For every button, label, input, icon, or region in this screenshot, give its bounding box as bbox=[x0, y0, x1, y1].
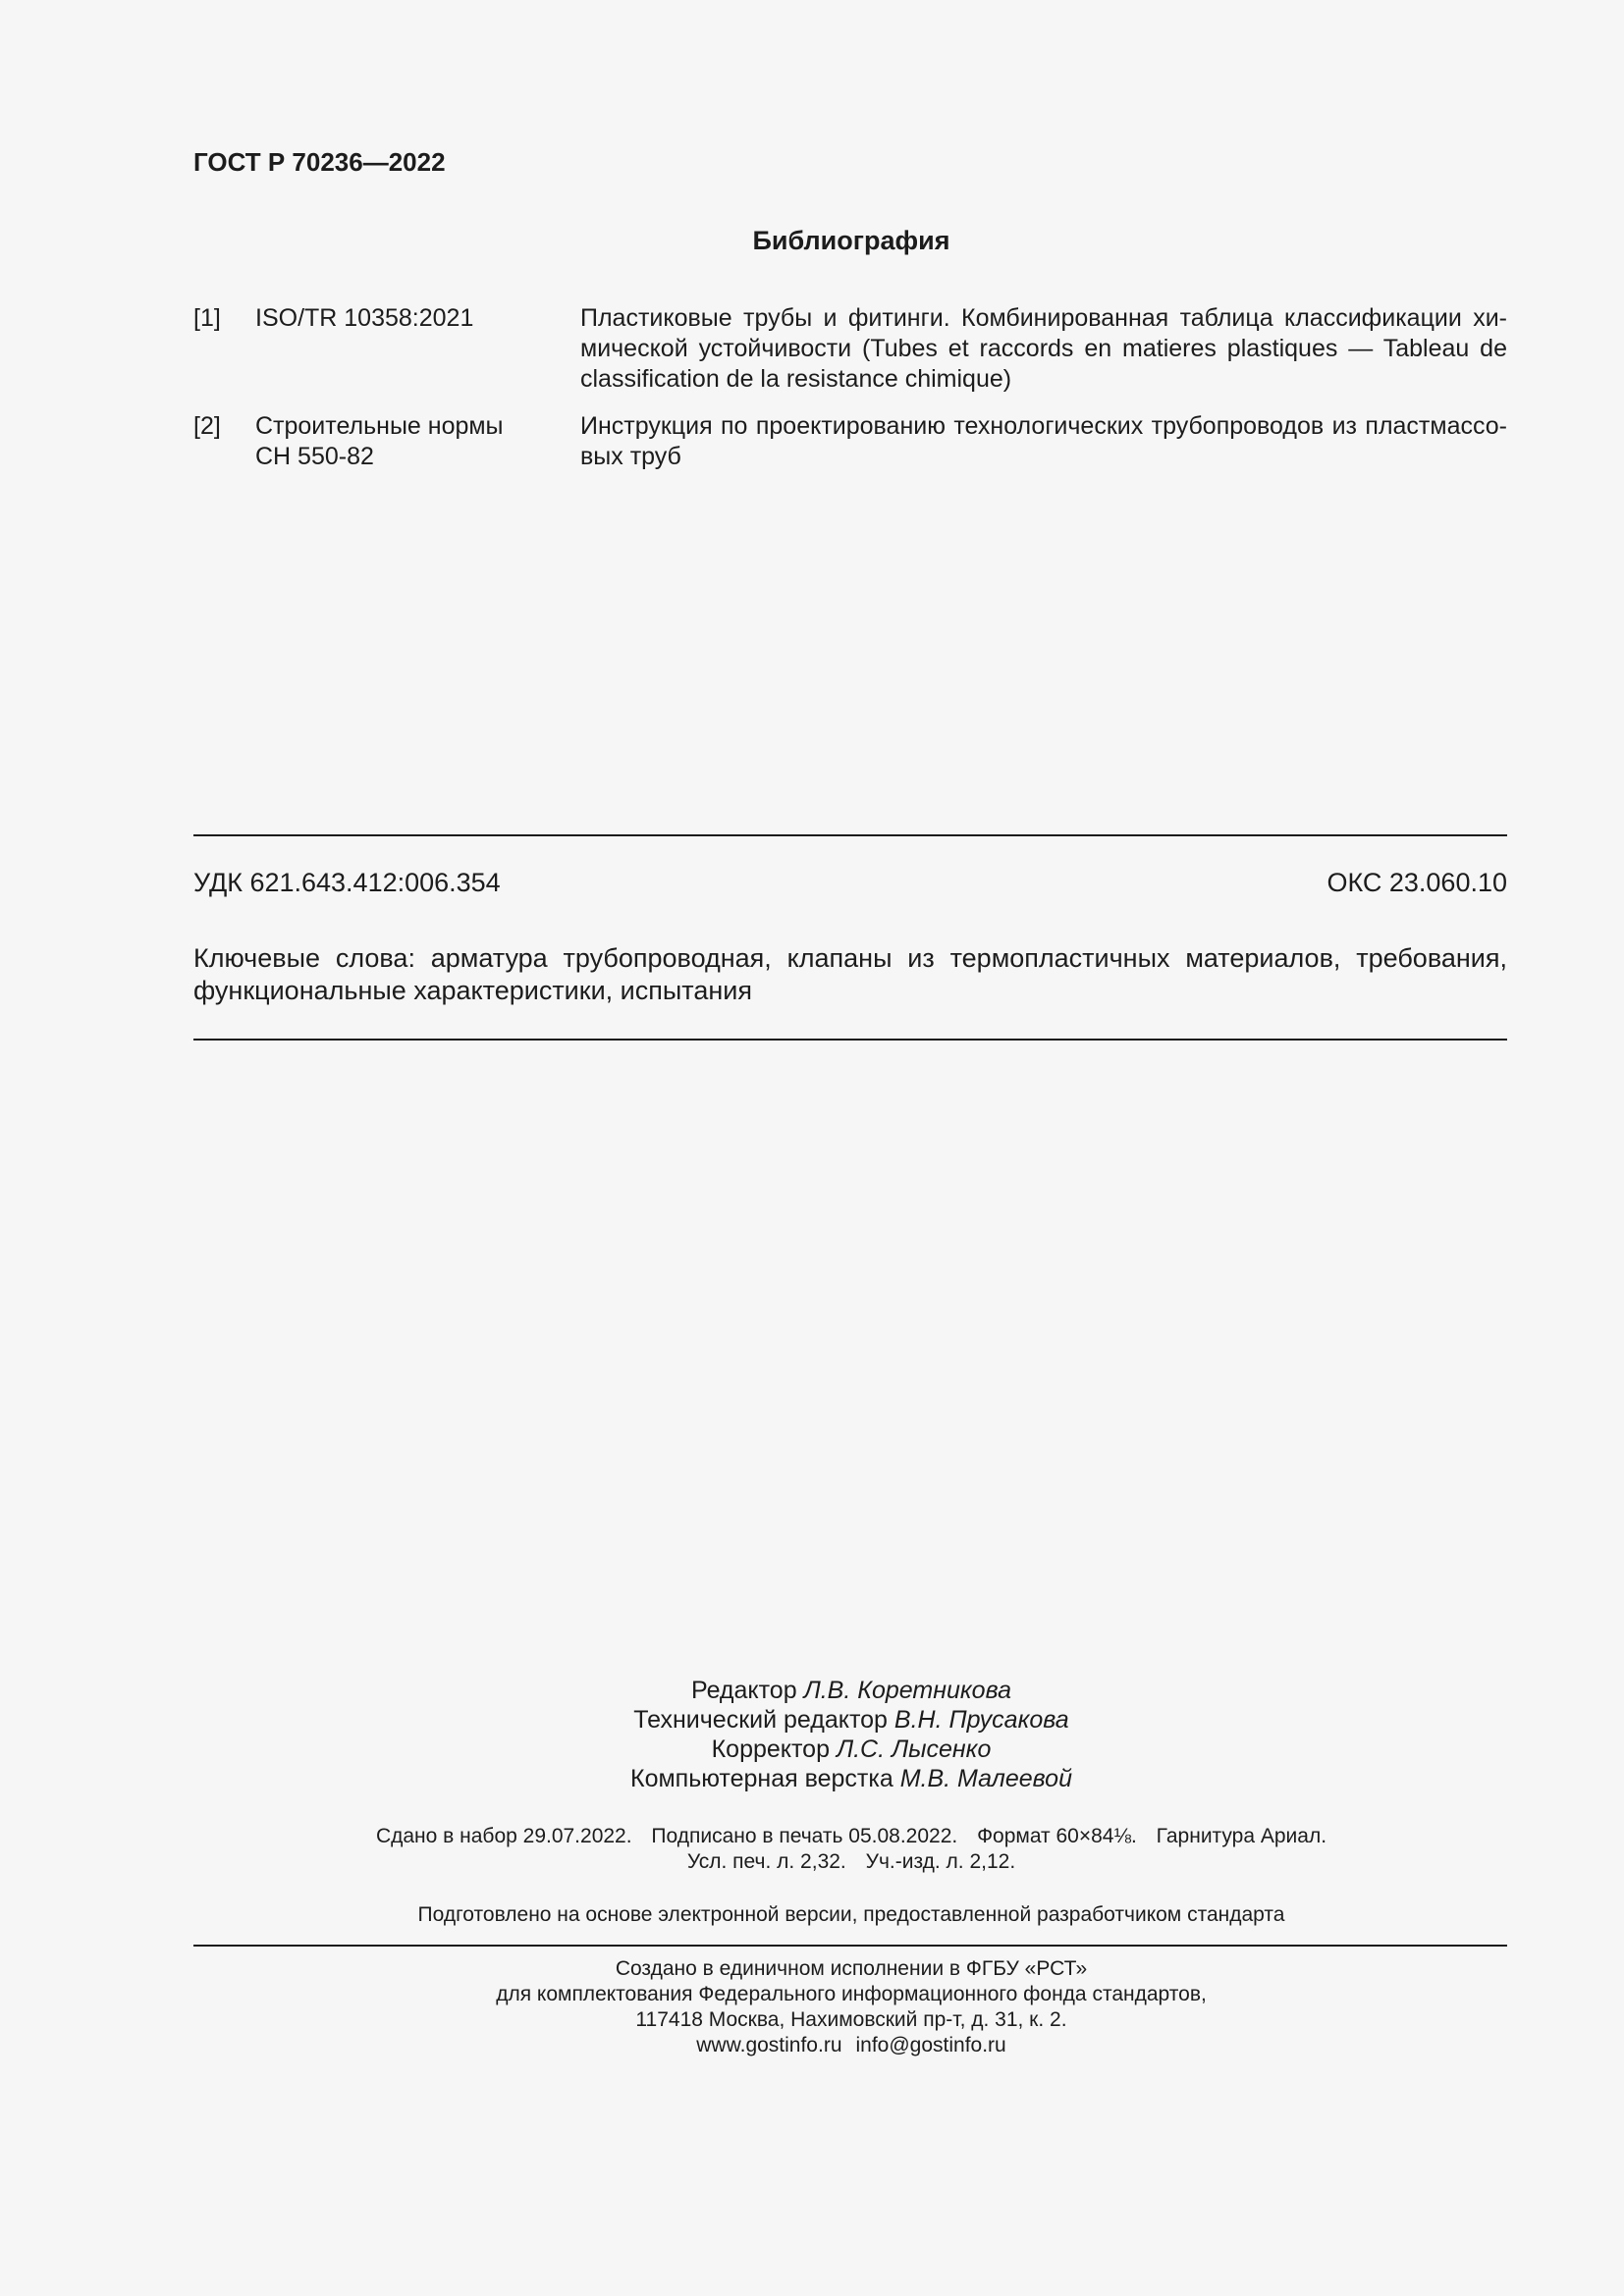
divider-bottom bbox=[193, 1039, 1507, 1041]
divider-top bbox=[193, 834, 1507, 836]
credit-proofreader bbox=[79, 1735, 1624, 1764]
entry-number: [2] bbox=[193, 412, 221, 440]
credit-role: Технический редактор bbox=[633, 1706, 888, 1734]
oks-code: ОКС 23.060.10 bbox=[1326, 868, 1507, 897]
publisher-email[interactable]: info@gostinfo.ru bbox=[855, 2034, 1006, 2056]
entry-reference-line: ISO/TR 10358:2021 bbox=[255, 304, 474, 332]
entry-description bbox=[580, 303, 1507, 395]
bibliography-entry bbox=[193, 303, 1507, 397]
entry-reference-line: Строительные нормы bbox=[255, 412, 504, 440]
credit-name: Л.С. Лысенко bbox=[836, 1735, 992, 1763]
publisher-contacts bbox=[79, 2033, 1624, 2058]
publisher-line: 117418 Москва, Нахимовский пр-т, д. 31, к. 2. bbox=[635, 2008, 1067, 2031]
credit-name: М.В. Малеевой bbox=[899, 1765, 1072, 1792]
publisher-line: Создано в единичном исполнении в ФГБУ «РСТ» bbox=[615, 1957, 1088, 1980]
credit-role: Корректор bbox=[711, 1735, 830, 1763]
entry-reference-line: СН 550-82 bbox=[255, 443, 374, 470]
publisher-line: для комплектования Федерального информационного фонда стандартов, bbox=[496, 1983, 1207, 2005]
print-info-line bbox=[79, 1849, 1624, 1875]
entry-description-line: Инструкция по проектированию технологических трубопроводов из пластмассо- bbox=[580, 412, 1507, 440]
entry-reference bbox=[255, 411, 550, 472]
bibliography-entry bbox=[193, 411, 1507, 474]
entry-description-line: Пластиковые трубы и фитинги. Комбинированная таблица классификации хи- bbox=[580, 304, 1507, 332]
print-submitted: Сдано в набор 29.07.2022. bbox=[375, 1825, 632, 1847]
credit-role: Компьютерная верстка bbox=[630, 1765, 893, 1792]
publisher-website[interactable]: www.gostinfo.ru bbox=[696, 2034, 842, 2056]
credit-tech-editor bbox=[79, 1705, 1624, 1735]
print-conv-sheets: Усл. печ. л. 2,32. bbox=[686, 1850, 846, 1873]
entry-description bbox=[580, 411, 1507, 472]
print-info-line bbox=[79, 1824, 1624, 1849]
print-signed: Подписано в печать 05.08.2022. bbox=[651, 1825, 958, 1847]
keywords-line: Ключевые слова: арматура трубопроводная, клапаны из термопластичных материалов, требования, bbox=[193, 943, 1507, 973]
publisher-block bbox=[0, 1956, 1624, 2058]
entry-number: [1] bbox=[193, 304, 221, 332]
credits-block bbox=[0, 1676, 1624, 1793]
print-format: Формат 60×84⅛. bbox=[977, 1825, 1137, 1847]
divider-publisher bbox=[193, 1945, 1507, 1947]
keywords bbox=[193, 942, 1507, 1007]
credit-role: Редактор bbox=[691, 1677, 797, 1704]
keywords-line: функциональные характеристики, испытания bbox=[193, 976, 752, 1005]
print-info bbox=[0, 1824, 1624, 1875]
credit-name: В.Н. Прусакова bbox=[893, 1706, 1069, 1734]
credit-editor bbox=[79, 1676, 1624, 1705]
udk-code: УДК 621.643.412:006.354 bbox=[193, 868, 501, 897]
credit-layout bbox=[79, 1764, 1624, 1793]
entry-description-line: classification de la resistance chimique) bbox=[580, 365, 1012, 393]
credit-name: Л.В. Коретникова bbox=[803, 1677, 1011, 1704]
prepared-note: Подготовлено на основе электронной версии, предоставленной разработчиком стандарта bbox=[417, 1903, 1285, 1926]
entry-description-line: мической устойчивости (Tubes et raccords en matieres plastiques — Tableau de bbox=[580, 335, 1507, 362]
document-code: ГОСТ Р 70236—2022 bbox=[193, 147, 446, 177]
print-pub-sheets: Уч.-изд. л. 2,12. bbox=[865, 1850, 1016, 1873]
entry-description-line: вых труб bbox=[580, 443, 681, 470]
entry-reference bbox=[255, 303, 550, 334]
bibliography-title: Библиография bbox=[752, 226, 950, 255]
print-typeface: Гарнитура Ариал. bbox=[1156, 1825, 1327, 1847]
